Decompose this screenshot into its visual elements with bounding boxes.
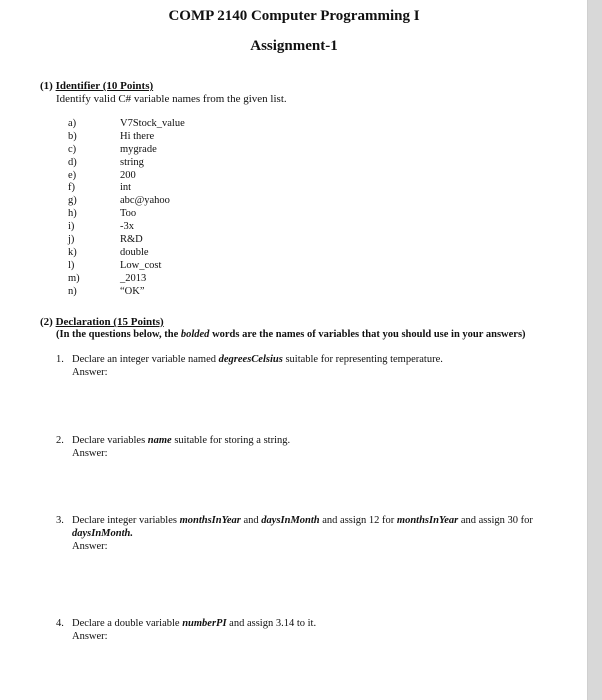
question-text: suitable for storing a string. [171,435,291,446]
course-title: COMP 2140 Computer Programming I [168,8,420,24]
variable-name: degreesCelsius [218,354,283,365]
variable-name: name [147,435,172,446]
answer-label-1: Answer: [72,367,108,378]
section1-instruction: Identify valid C# variable names from the given list. [56,93,287,105]
question-text: Declare a double variable [72,618,183,629]
item-identifier: double [120,246,149,258]
question-text: Declare integer variables [72,515,180,526]
item-identifier: _2013 [120,272,147,284]
variable-name: daysInMonth. [72,528,133,539]
item-identifier: Hi there [120,130,155,142]
section2-instruction [56,329,526,340]
item-label: a) [68,118,77,129]
question-text: and assign 3.14 to it. [226,618,317,629]
question-text: Declare an integer variable named [72,354,219,365]
instruction-bolded-word: bolded [180,329,210,340]
item-label: i) [68,221,75,233]
question-text: Declare variables [72,435,148,446]
section2-title: Declaration (15 Points) [55,316,164,328]
item-identifier: -3x [120,221,134,233]
question-text: suitable for representing temperature. [282,354,443,365]
item-label: j) [68,234,75,246]
item-label: h) [68,208,77,220]
item-identifier: V7Stock_value [120,118,185,129]
item-label: f) [68,182,75,194]
item-label: e) [68,169,77,181]
item-identifier: mygrade [120,143,157,155]
item-identifier: “OK” [120,285,145,297]
question-text: and assign 30 for [458,515,533,526]
answer-label-2: Answer: [72,448,108,459]
item-label: c) [68,143,77,155]
question-number: 4. [56,618,64,629]
answer-label-3: Answer: [72,541,108,552]
item-label: m) [68,272,80,284]
item-identifier: Low_cost [120,259,162,271]
instruction-text: (In the questions below, the [56,329,181,340]
item-label: n) [68,285,77,297]
instruction-text: words are the names of variables that you should use in your answers) [209,329,526,340]
item-identifier: string [120,156,144,168]
answer-label-4: Answer: [72,631,108,642]
question-number: 2. [56,435,64,446]
item-identifier: int [120,182,132,194]
item-identifier: 200 [120,169,136,181]
item-label: b) [68,130,77,142]
item-identifier: R&D [120,234,143,246]
item-label: d) [68,156,77,168]
scrollbar-track[interactable] [588,0,602,700]
section1-number: (1) [40,80,53,92]
assignment-title: Assignment-1 [250,38,338,54]
question-text: and assign 12 for [319,515,397,526]
item-label: l) [68,259,75,271]
section2-number: (2) [40,316,53,328]
item-identifier: abc@yahoo [120,195,170,207]
variable-name: monthsInYear [179,515,241,526]
section1-heading [40,80,153,92]
section1-title: Identifier (10 Points) [55,80,154,92]
item-identifier: Too [120,208,137,220]
item-label: k) [68,246,77,258]
variable-name: daysInMonth [261,515,320,526]
item-label: g) [68,195,77,207]
variable-name: numberPI [182,618,227,629]
question-text: and [240,515,262,526]
section2-heading [40,316,164,328]
variable-name: monthsInYear [396,515,459,526]
question-number: 1. [56,354,64,365]
question-number: 3. [56,515,64,526]
